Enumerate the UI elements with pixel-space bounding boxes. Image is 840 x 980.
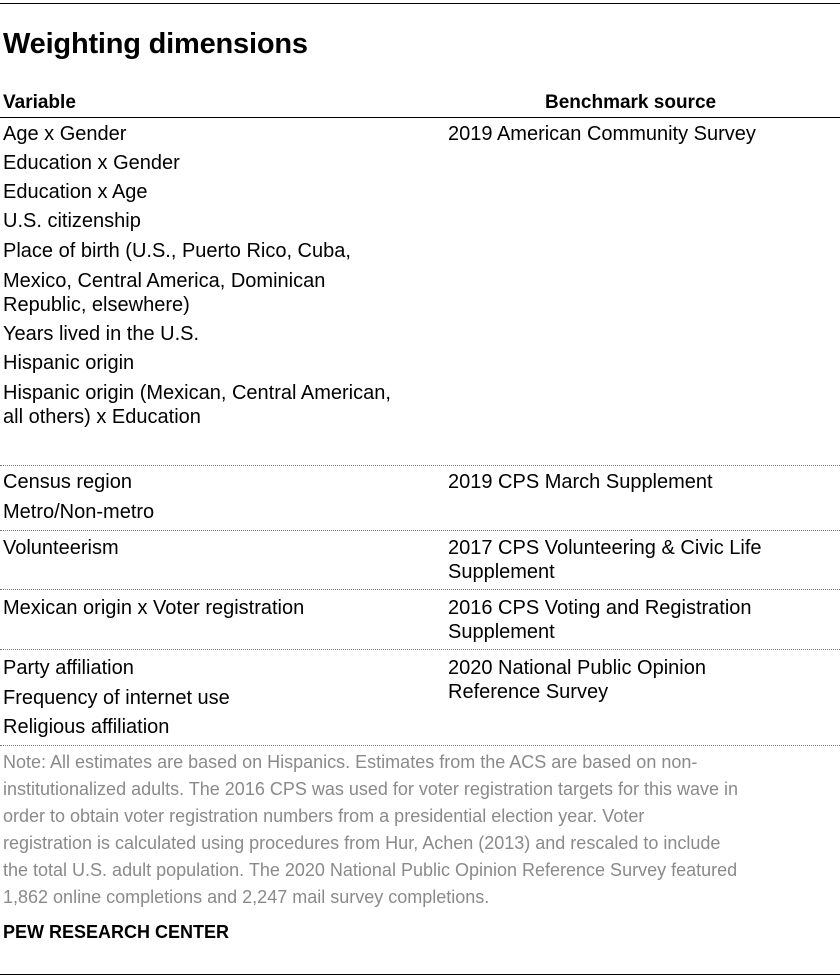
benchmark-source: 2016 CPS Voting and Registration [448,597,752,619]
row-divider [0,589,840,590]
variable-item: Mexican origin x Voter registration [3,597,305,619]
note-line: institutionalized adults. The 2016 CPS was used for voter registration targets for this wave in [3,779,739,799]
variable-item: Mexico, Central America, Dominican [3,270,326,292]
variable-item: Party affiliation [3,657,134,679]
variable-item: Hispanic origin [3,352,135,374]
benchmark-source: 2020 National Public Opinion [448,657,706,679]
benchmark-source: Supplement [448,561,555,583]
variable-item: Census region [3,471,132,493]
top-rule [0,3,840,4]
row-divider [0,745,840,746]
variable-item: Volunteerism [3,537,119,559]
variable-item: Education x Age [3,181,148,203]
note-line: registration is calculated using procedures from Hur, Achen (2013) and rescaled to include [3,833,721,853]
variable-item: Frequency of internet use [3,687,230,709]
benchmark-source: Supplement [448,621,555,643]
variable-item: Place of birth (U.S., Puerto Rico, Cuba, [3,240,351,262]
bottom-rule [0,974,840,975]
row-divider [0,530,840,531]
variable-item: Hispanic origin (Mexican, Central American, [3,382,391,404]
variable-item: Education x Gender [3,152,180,174]
note-line: order to obtain voter registration numbers from a presidential election year. Voter [3,806,645,826]
variable-item: Age x Gender [3,123,127,145]
variable-item: Metro/Non-metro [3,501,155,523]
variable-item: Religious affiliation [3,716,170,738]
row-divider [0,649,840,650]
note-line: the total U.S. adult population. The 2020 National Public Opinion Reference Survey featured [3,860,738,880]
row-divider [0,465,840,466]
source-credit: PEW RESEARCH CENTER [3,922,230,942]
benchmark-source: Reference Survey [448,681,609,703]
table-note [3,749,837,911]
variable-item: all others) x Education [3,406,201,428]
header-divider [0,117,840,118]
column-header-variable: Variable [3,92,76,113]
benchmark-source: 2017 CPS Volunteering & Civic Life [448,537,762,559]
page-title: Weighting dimensions [3,28,308,60]
benchmark-source: 2019 CPS March Supplement [448,471,713,493]
variable-item: U.S. citizenship [3,210,141,232]
variable-item: Republic, elsewhere) [3,294,190,316]
variable-item: Years lived in the U.S. [3,323,200,345]
column-header-benchmark-source: Benchmark source [545,92,717,113]
benchmark-source: 2019 American Community Survey [448,123,756,145]
note-line: Note: All estimates are based on Hispanics. Estimates from the ACS are based on non- [3,752,698,772]
note-line: 1,862 online completions and 2,247 mail survey completions. [3,887,490,907]
